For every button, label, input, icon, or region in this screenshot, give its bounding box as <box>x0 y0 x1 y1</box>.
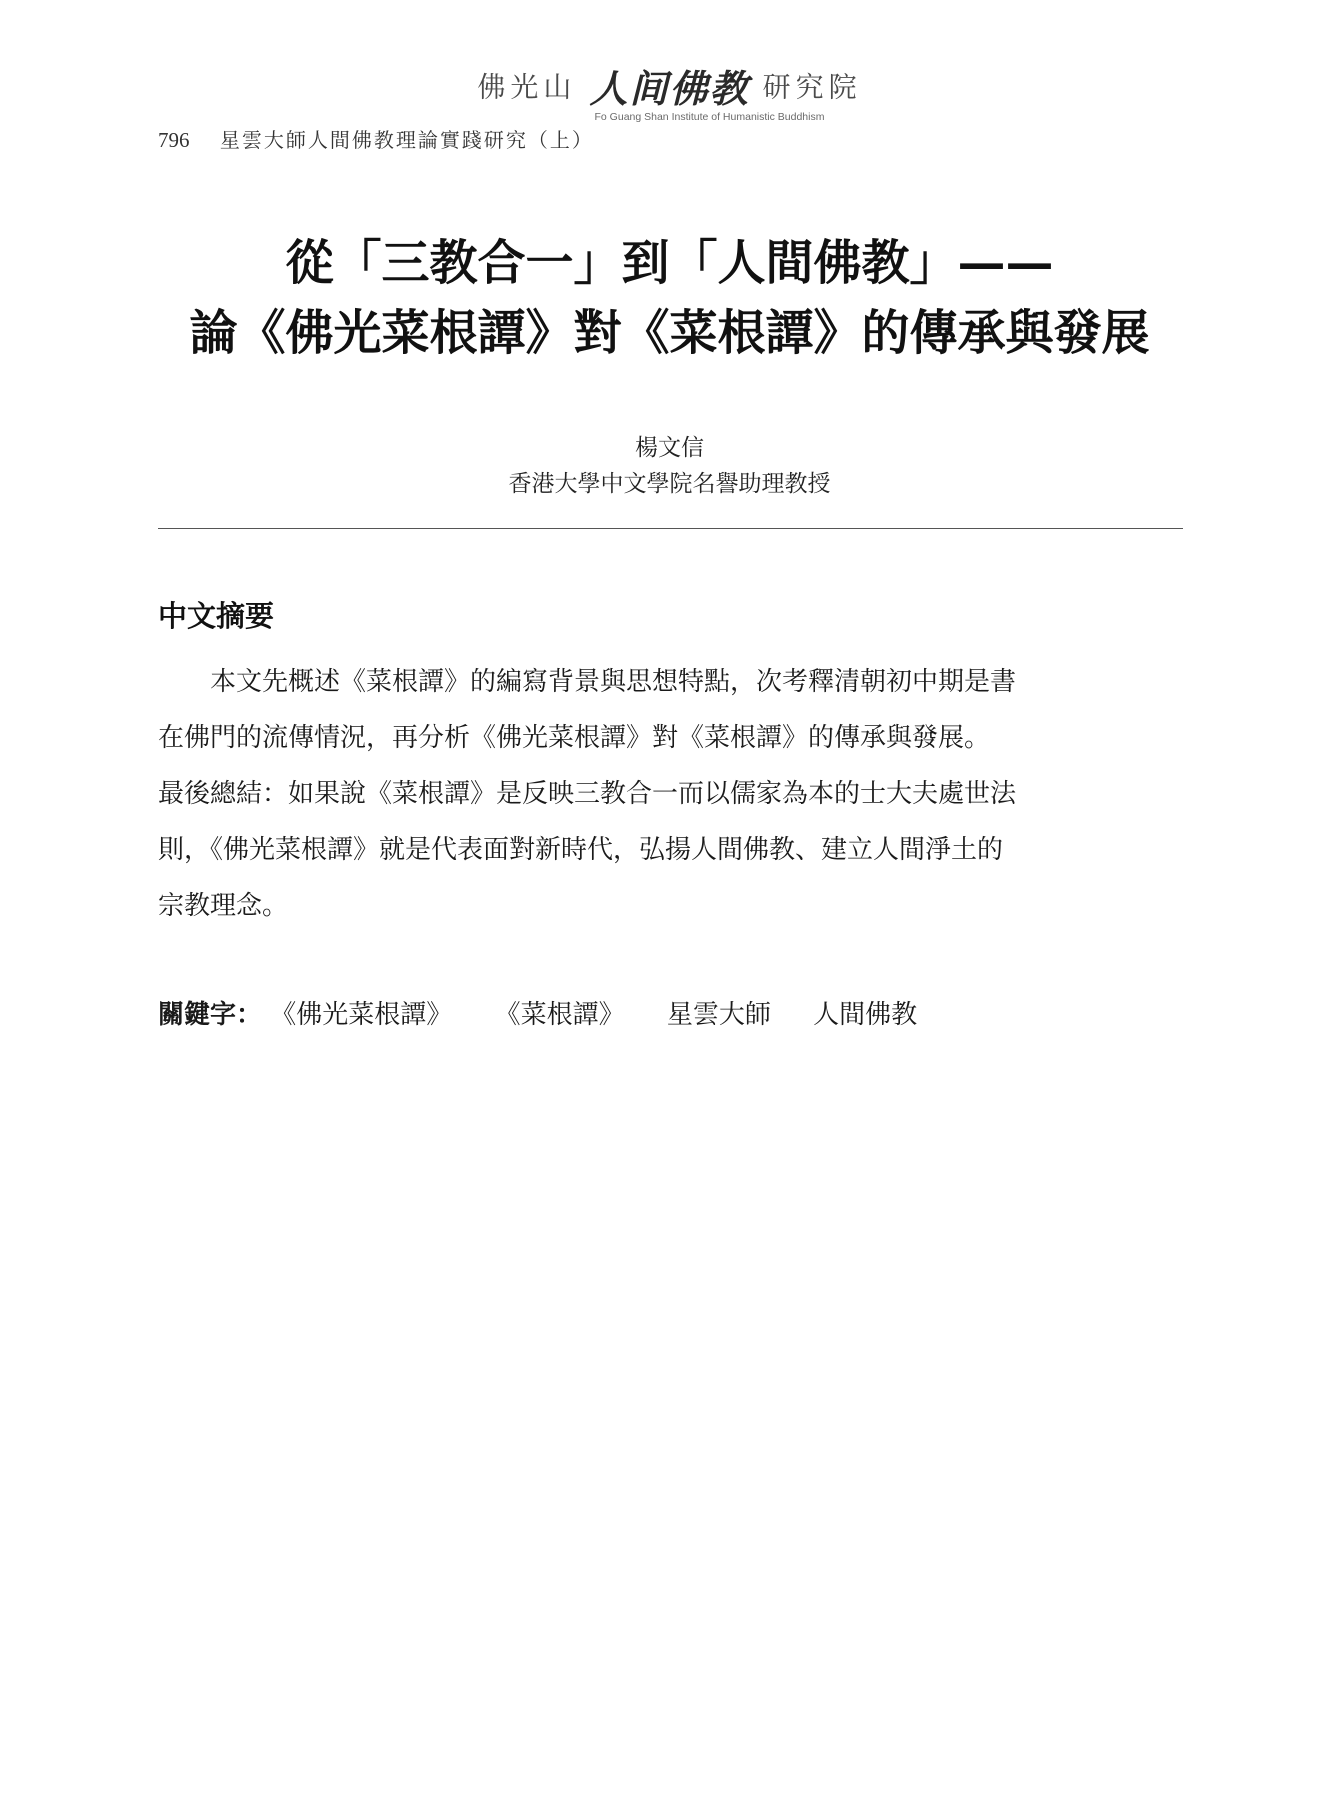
logo-brand-text: 人间佛教 <box>589 66 750 111</box>
article-title <box>150 228 1189 368</box>
abstract-heading: 中文摘要 <box>158 599 275 633</box>
author-block <box>0 430 1339 502</box>
running-header <box>158 124 594 153</box>
abstract-line: 則，《佛光菜根譚》就是代表面對新時代，弘揚人間佛教、建立人間淨土的 <box>158 835 1004 865</box>
keyword: 人間佛教 <box>813 1000 918 1030</box>
author-name: 楊文信 <box>635 435 704 461</box>
author-affiliation: 香港大學中文學院名譽助理教授 <box>508 471 831 497</box>
abstract-line: 宗教理念。 <box>158 891 289 921</box>
institute-logo <box>0 58 1339 123</box>
series-title: 星雲大師人間佛教理論實踐研究（上） <box>219 128 594 152</box>
abstract-line: 在佛門的流傳情況，再分析《佛光菜根譚》對《菜根譚》的傳承與發展。 <box>158 723 991 753</box>
keyword: 《佛光菜根譚》 <box>270 1000 453 1030</box>
keyword: 星雲大師 <box>666 1000 771 1030</box>
header-divider <box>158 528 1183 529</box>
logo-text <box>477 58 861 113</box>
keywords-label: 關鍵字： <box>158 1000 263 1030</box>
logo-right-text: 研究院 <box>762 70 862 104</box>
logo-left-text: 佛光山 <box>477 70 577 104</box>
title-line-2: 論《佛光菜根譚》對《菜根譚》的傳承與發展 <box>189 305 1150 361</box>
keywords-line <box>158 994 951 1031</box>
abstract-body <box>158 654 1188 934</box>
abstract-line: 本文先概述《菜根譚》的編寫背景與思想特點，次考釋清朝初中期是書 <box>158 667 1017 697</box>
logo-english-text: Fo Guang Shan Institute of Humanistic Buddhism <box>594 111 825 123</box>
page-number: 796 <box>158 128 190 152</box>
abstract-line: 最後總結：如果說《菜根譚》是反映三教合一而以儒家為本的士大夫處世法 <box>158 779 1017 809</box>
keyword: 《菜根譚》 <box>494 1000 625 1030</box>
title-line-1: 從「三教合一」到「人間佛教」—— <box>285 235 1054 291</box>
